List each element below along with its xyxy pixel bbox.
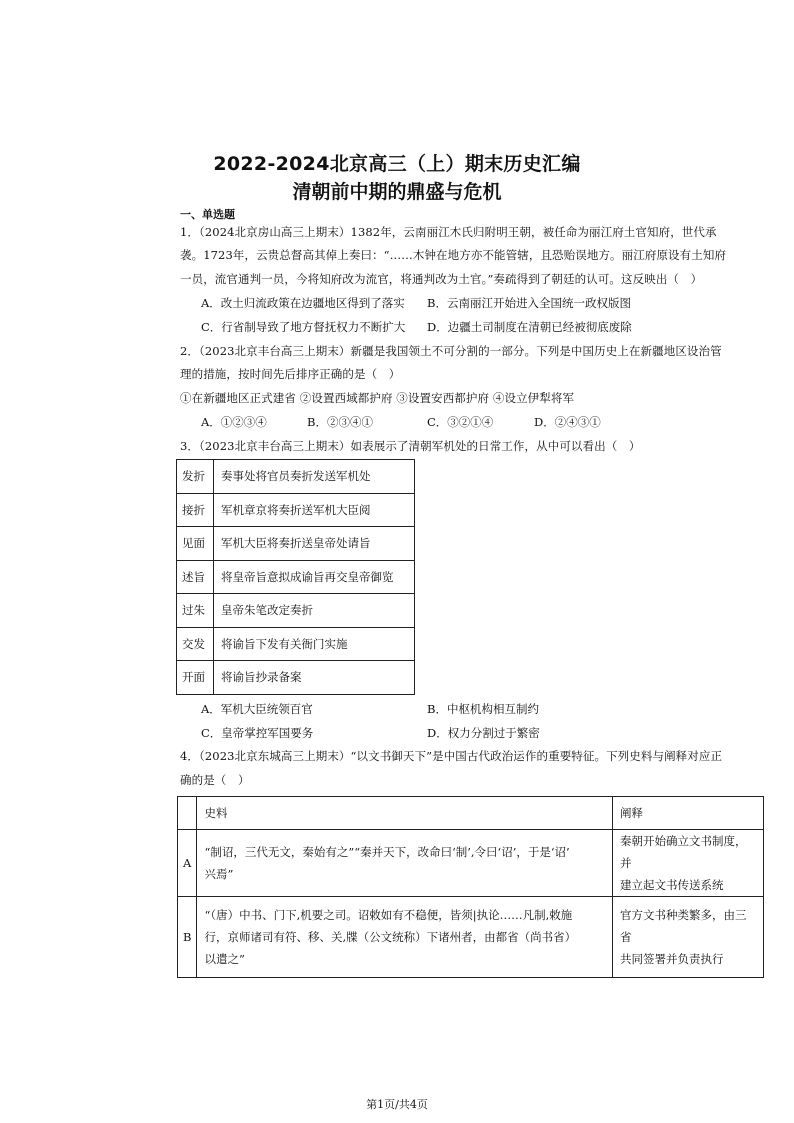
q4-table	[177, 796, 764, 978]
table-row-label: B	[178, 897, 197, 978]
q1-option-b: B．云南丽江开始进入全国统一政权版图	[427, 296, 631, 310]
table-cell-note	[613, 830, 764, 897]
table-cell-value: 将谕旨抄录备案	[214, 661, 415, 695]
note-line: 共同签署并负责执行	[620, 952, 724, 966]
q3-table	[176, 459, 415, 695]
q2-option-d: D．②④③①	[534, 415, 601, 429]
q3-option-b: B．中枢机构相互制约	[427, 702, 539, 716]
table-cell-source	[197, 897, 613, 978]
note-line: 官方文书种类繁多，由三省	[620, 908, 747, 944]
table-row-label: A	[178, 830, 197, 897]
table-header-source: 史料	[197, 797, 613, 830]
q2-items: ①在新疆地区正式建省 ②设置西域都护府 ③设置安西都护府 ④设立伊犁将军	[180, 391, 575, 405]
table-cell-value: 皇帝朱笔改定奏折	[214, 594, 415, 628]
table-cell-source	[197, 830, 613, 897]
page-footer: 第1页/共4页	[366, 1098, 428, 1111]
page-title: 2022-2024北京高三（上）期末历史汇编	[213, 153, 581, 175]
table-row	[177, 460, 415, 494]
q1-option-a: A．改土归流政策在边疆地区得到了落实	[201, 296, 405, 310]
table-row	[177, 594, 415, 628]
table-cell-empty	[178, 797, 197, 830]
table-header-note: 阐释	[613, 797, 764, 830]
section-heading: 一、单选题	[180, 208, 235, 221]
q2-option-b: B．②③④①	[307, 415, 373, 429]
note-line: 建立起文书传送系统	[620, 878, 724, 892]
table-row	[177, 560, 415, 594]
source-line: 兴焉”	[204, 867, 234, 881]
q1-stem-line: 袭。1723年，云贵总督高其倬上奏曰：“……木钟在地方亦不能管辖，且恐贻误地方。丽江府原设有土知府	[180, 248, 727, 262]
q1-option-c: C．行省制导致了地方督抚权力不断扩大	[201, 320, 406, 334]
table-cell-key: 过朱	[177, 594, 214, 628]
q1-stem-line: 1．（2024北京房山高三上期末）1382年，云南丽江木氏归附明王朝，被任命为丽江府土官知府，世代承	[180, 225, 717, 239]
q3-option-d: D．权力分割过于繁密	[427, 726, 540, 740]
table-cell-key: 发折	[177, 460, 214, 494]
table-cell-value: 军机章京将奏折送军机大臣阅	[214, 493, 415, 527]
table-cell-key: 接折	[177, 493, 214, 527]
table-row	[177, 627, 415, 661]
table-row	[178, 897, 764, 978]
table-cell-key: 见面	[177, 527, 214, 561]
q3-option-a: A．军机大臣统领百官	[201, 702, 313, 716]
q3-stem: 3．（2023北京丰台高三上期末）如表展示了清朝军机处的日常工作，从中可以看出（ ）	[180, 439, 641, 453]
note-line: 秦朝开始确立文书制度，并	[620, 834, 747, 870]
table-cell-key: 交发	[177, 627, 214, 661]
q2-stem-line: 2．（2023北京丰台高三上期末）新疆是我国领土不可分割的一部分。下列是中国历史上在新疆地区设治管	[180, 344, 722, 358]
table-row	[178, 830, 764, 897]
table-cell-value: 奏事处将官员奏折发送军机处	[214, 460, 415, 494]
table-row	[177, 493, 415, 527]
table-header-row	[178, 797, 764, 830]
source-line: “（唐）中书、门下,机要之司。诏敕如有不稳便，皆须|执论……凡制,敕施	[204, 908, 573, 922]
source-line: “制诏，三代无文，秦始有之”“秦并天下，改命曰‘制’,令曰‘诏’，于是‘诏’	[204, 845, 570, 859]
table-row	[177, 527, 415, 561]
page-subtitle: 清朝前中期的鼎盛与危机	[292, 181, 502, 203]
q1-option-d: D．边疆土司制度在清朝已经被彻底废除	[427, 320, 632, 334]
q2-stem-line: 理的措施，按时间先后排序正确的是（ ）	[180, 367, 401, 381]
source-line: 以遣之”	[204, 952, 245, 966]
source-line: 行，京师诸司有符、移、关,牒（公文统称）下诸州者，由都省（尚书省）	[204, 930, 577, 944]
table-cell-note	[613, 897, 764, 978]
table-cell-key: 开面	[177, 661, 214, 695]
q2-option-c: C．③②①④	[427, 415, 494, 429]
table-cell-value: 军机大臣将奏折送皇帝处请旨	[214, 527, 415, 561]
table-row	[177, 661, 415, 695]
table-cell-value: 将皇帝旨意拟成谕旨再交皇帝御览	[214, 560, 415, 594]
q2-option-a: A．①②③④	[201, 415, 267, 429]
table-cell-value: 将谕旨下发有关衙门实施	[214, 627, 415, 661]
q3-option-c: C．皇帝掌控军国要务	[201, 726, 314, 740]
q4-stem-line: 确的是（ ）	[180, 773, 250, 787]
table-cell-key: 述旨	[177, 560, 214, 594]
q4-stem-line: 4．（2023北京东城高三上期末）“以文书御天下”是中国古代政治运作的重要特征。下列史料与阐释对应正	[180, 749, 723, 763]
q1-stem-line: 一员，流官通判一员，今将知府改为流官，将通判改为土官。”奏疏得到了朝廷的认可。这反映出（ ）	[180, 272, 703, 286]
